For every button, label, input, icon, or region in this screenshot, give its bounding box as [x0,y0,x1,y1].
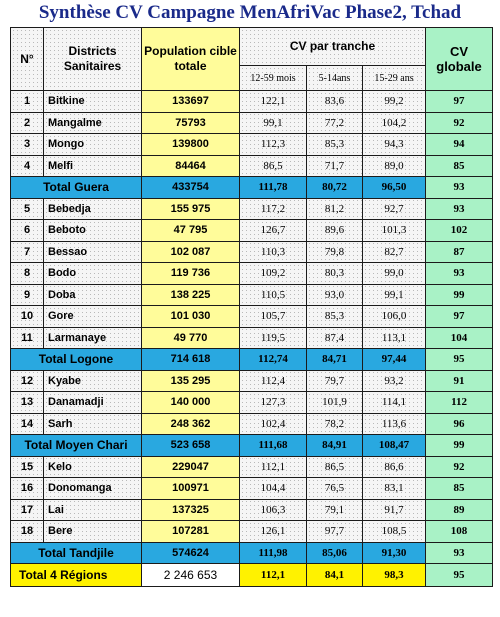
total-cv-15-29: 91,30 [363,542,426,564]
district-row [11,220,493,242]
population-cell: 75793 [142,112,240,134]
cv-15-29-cell: 108,5 [363,521,426,543]
district-row [11,134,493,156]
total-cv-globale: 99 [426,435,493,457]
row-number: 10 [11,306,44,328]
header-age-15-29: 15-29 ans [363,66,426,91]
cv-5-14-cell: 78,2 [307,413,363,435]
cv-12-59-cell: 112,4 [240,370,307,392]
cv-globale-cell: 96 [426,413,493,435]
district-name: Bere [44,521,142,543]
grand-total-name: Total 4 Régions [11,564,142,587]
cv-12-59-cell: 127,3 [240,392,307,414]
row-number: 16 [11,478,44,500]
population-cell: 229047 [142,456,240,478]
cv-15-29-cell: 82,7 [363,241,426,263]
cv-globale-cell: 87 [426,241,493,263]
cv-12-59-cell: 109,2 [240,263,307,285]
cv-15-29-cell: 101,3 [363,220,426,242]
header-cv-globale: CV globale [426,28,493,91]
row-number: 8 [11,263,44,285]
cv-globale-cell: 91 [426,370,493,392]
district-row [11,91,493,113]
total-population: 523 658 [142,435,240,457]
cv-globale-cell: 89 [426,499,493,521]
grand-total-cv-5-14: 84,1 [307,564,363,587]
row-number: 15 [11,456,44,478]
cv-5-14-cell: 89,6 [307,220,363,242]
district-row [11,327,493,349]
cv-5-14-cell: 97,7 [307,521,363,543]
cv-15-29-cell: 113,6 [363,413,426,435]
district-name: Larmanaye [44,327,142,349]
cv-15-29-cell: 91,7 [363,499,426,521]
cv-5-14-cell: 87,4 [307,327,363,349]
total-row [11,177,493,199]
district-row [11,241,493,263]
district-row [11,413,493,435]
population-cell: 100971 [142,478,240,500]
total-cv-12-59: 111,68 [240,435,307,457]
header-num: N° [11,28,44,91]
total-cv-5-14: 84,91 [307,435,363,457]
district-name: Mongo [44,134,142,156]
row-number: 7 [11,241,44,263]
total-cv-globale: 95 [426,349,493,371]
grand-total-cv-globale: 95 [426,564,493,587]
total-cv-12-59: 112,74 [240,349,307,371]
cv-globale-cell: 94 [426,134,493,156]
cv-15-29-cell: 83,1 [363,478,426,500]
cv-12-59-cell: 104,4 [240,478,307,500]
population-cell: 133697 [142,91,240,113]
total-row [11,542,493,564]
cv-5-14-cell: 77,2 [307,112,363,134]
district-row [11,456,493,478]
cv-5-14-cell: 85,3 [307,134,363,156]
district-row [11,284,493,306]
cv-15-29-cell: 99,2 [363,91,426,113]
coverage-table [10,27,493,587]
cv-12-59-cell: 126,7 [240,220,307,242]
district-name: Melfi [44,155,142,177]
row-number: 9 [11,284,44,306]
cv-15-29-cell: 104,2 [363,112,426,134]
row-number: 5 [11,198,44,220]
population-cell: 47 795 [142,220,240,242]
cv-5-14-cell: 83,6 [307,91,363,113]
district-name: Bitkine [44,91,142,113]
district-name: Danamadji [44,392,142,414]
district-row [11,198,493,220]
population-cell: 119 736 [142,263,240,285]
total-cv-15-29: 96,50 [363,177,426,199]
district-name: Lai [44,499,142,521]
cv-globale-cell: 93 [426,198,493,220]
district-row [11,392,493,414]
header-age-12-59: 12-59 mois [240,66,307,91]
cv-12-59-cell: 112,1 [240,456,307,478]
cv-5-14-cell: 86,5 [307,456,363,478]
district-row [11,499,493,521]
total-row [11,349,493,371]
cv-12-59-cell: 110,5 [240,284,307,306]
report-title: Synthèse CV Campagne MenAfriVac Phase2, Tchad [38,2,462,23]
cv-globale-cell: 85 [426,478,493,500]
grand-total-population: 2 246 653 [142,564,240,587]
row-number: 14 [11,413,44,435]
district-name: Kyabe [44,370,142,392]
population-cell: 155 975 [142,198,240,220]
district-name: Doba [44,284,142,306]
cv-15-29-cell: 106,0 [363,306,426,328]
total-cv-12-59: 111,78 [240,177,307,199]
row-number: 12 [11,370,44,392]
cv-5-14-cell: 71,7 [307,155,363,177]
district-name: Donomanga [44,478,142,500]
total-cv-5-14: 85,06 [307,542,363,564]
cv-15-29-cell: 92,7 [363,198,426,220]
district-row [11,306,493,328]
cv-12-59-cell: 112,3 [240,134,307,156]
population-cell: 138 225 [142,284,240,306]
total-cv-15-29: 97,44 [363,349,426,371]
cv-15-29-cell: 89,0 [363,155,426,177]
district-name: Mangalme [44,112,142,134]
district-row [11,521,493,543]
total-cv-globale: 93 [426,542,493,564]
total-population: 714 618 [142,349,240,371]
population-cell: 102 087 [142,241,240,263]
cv-12-59-cell: 102,4 [240,413,307,435]
cv-5-14-cell: 81,2 [307,198,363,220]
grand-total-cv-12-59: 112,1 [240,564,307,587]
row-number: 13 [11,392,44,414]
district-name: Beboto [44,220,142,242]
grand-total-row [11,564,493,587]
cv-globale-cell: 112 [426,392,493,414]
cv-globale-cell: 104 [426,327,493,349]
cv-12-59-cell: 122,1 [240,91,307,113]
cv-15-29-cell: 93,2 [363,370,426,392]
total-cv-5-14: 84,71 [307,349,363,371]
header-cv-par-tranche: CV par tranche [240,28,426,66]
total-name: Total Guera [11,177,142,199]
district-name: Gore [44,306,142,328]
district-name: Bodo [44,263,142,285]
row-number: 2 [11,112,44,134]
cv-5-14-cell: 101,9 [307,392,363,414]
total-population: 574624 [142,542,240,564]
district-row [11,155,493,177]
row-number: 4 [11,155,44,177]
cv-15-29-cell: 99,1 [363,284,426,306]
population-cell: 107281 [142,521,240,543]
total-name: Total Logone [11,349,142,371]
cv-5-14-cell: 85,3 [307,306,363,328]
cv-12-59-cell: 110,3 [240,241,307,263]
population-cell: 140 000 [142,392,240,414]
cv-globale-cell: 108 [426,521,493,543]
district-name: Sarh [44,413,142,435]
total-row [11,435,493,457]
cv-12-59-cell: 106,3 [240,499,307,521]
population-cell: 49 770 [142,327,240,349]
total-population: 433754 [142,177,240,199]
population-cell: 135 295 [142,370,240,392]
cv-globale-cell: 92 [426,456,493,478]
row-number: 11 [11,327,44,349]
total-cv-15-29: 108,47 [363,435,426,457]
cv-globale-cell: 102 [426,220,493,242]
cv-globale-cell: 97 [426,306,493,328]
cv-5-14-cell: 79,7 [307,370,363,392]
cv-15-29-cell: 99,0 [363,263,426,285]
population-cell: 101 030 [142,306,240,328]
cv-12-59-cell: 119,5 [240,327,307,349]
population-cell: 248 362 [142,413,240,435]
row-number: 17 [11,499,44,521]
district-name: Kelo [44,456,142,478]
cv-15-29-cell: 94,3 [363,134,426,156]
population-cell: 137325 [142,499,240,521]
population-cell: 84464 [142,155,240,177]
district-name: Bebedja [44,198,142,220]
row-number: 18 [11,521,44,543]
row-number: 6 [11,220,44,242]
grand-total-cv-15-29: 98,3 [363,564,426,587]
district-row [11,478,493,500]
cv-15-29-cell: 113,1 [363,327,426,349]
cv-12-59-cell: 117,2 [240,198,307,220]
row-number: 3 [11,134,44,156]
total-cv-5-14: 80,72 [307,177,363,199]
cv-15-29-cell: 114,1 [363,392,426,414]
row-number: 1 [11,91,44,113]
total-name: Total Tandjile [11,542,142,564]
district-row [11,370,493,392]
cv-15-29-cell: 86,6 [363,456,426,478]
header-age-5-14: 5-14ans [307,66,363,91]
district-row [11,112,493,134]
cv-12-59-cell: 105,7 [240,306,307,328]
cv-globale-cell: 85 [426,155,493,177]
cv-5-14-cell: 79,1 [307,499,363,521]
cv-5-14-cell: 79,8 [307,241,363,263]
cv-globale-cell: 97 [426,91,493,113]
header-population: Population cible totale [142,28,240,91]
cv-globale-cell: 93 [426,263,493,285]
cv-12-59-cell: 86,5 [240,155,307,177]
header-district: Districts Sanitaires [44,28,142,91]
cv-5-14-cell: 93,0 [307,284,363,306]
total-cv-12-59: 111,98 [240,542,307,564]
cv-globale-cell: 92 [426,112,493,134]
cv-12-59-cell: 99,1 [240,112,307,134]
total-name: Total Moyen Chari [11,435,142,457]
district-row [11,263,493,285]
cv-5-14-cell: 76,5 [307,478,363,500]
population-cell: 139800 [142,134,240,156]
district-name: Bessao [44,241,142,263]
cv-5-14-cell: 80,3 [307,263,363,285]
cv-12-59-cell: 126,1 [240,521,307,543]
cv-globale-cell: 99 [426,284,493,306]
total-cv-globale: 93 [426,177,493,199]
